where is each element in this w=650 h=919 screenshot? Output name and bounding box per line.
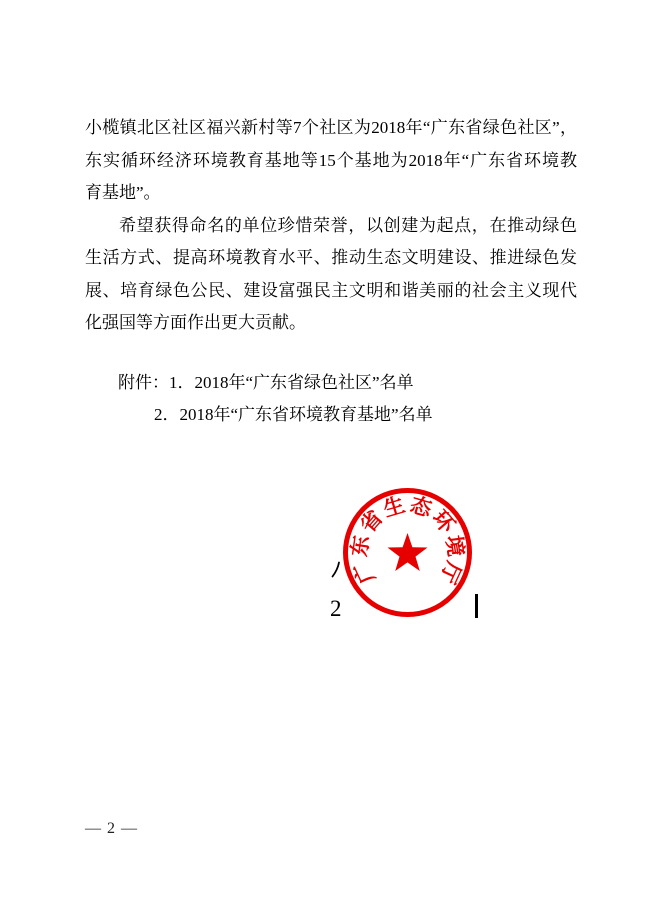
body-line: 东实循环经济环境教育基地等15个基地为2018年“广东省环境教 [85,150,577,170]
attachments-block [85,367,577,432]
seal-character: 境 [441,533,468,559]
body-line: 化强国等方面作出更大贡献。 [85,313,306,332]
body-line: 展、培育绿色公民、建设富强民主文明和谐美丽的社会主义现代 [85,280,577,300]
body-line: 生活方式、提高环境教育水平、推动生态文明建设、推进绿色发 [85,248,577,267]
body-text [85,112,577,432]
seal-character: 环 [427,505,460,538]
attachment-item-2: 2．2018年“广东省环境教育基地”名单 [154,405,433,424]
red-star-icon [388,533,428,571]
page-number: — 2 — [85,820,138,837]
body-line: 小榄镇北区社区福兴新村等7个社区为2018年“广东省绿色社区”， [85,118,577,137]
obscured-stroke-fragment [331,561,341,578]
official-seal [340,485,475,620]
seal-character: 省 [355,505,388,538]
seal-character: 东 [347,533,374,559]
seal-character: 生 [380,492,408,522]
seal-character: 广 [349,558,380,588]
seal-character: 厅 [435,558,466,588]
attachment-item-1: 附件：1．2018年“广东省绿色社区”名单 [118,372,414,392]
obscured-bar-fragment [475,594,478,618]
body-line: 希望获得命名的单位珍惜荣誉，以创建为起点，在推动绿色 [119,215,577,235]
body-line: 育基地”。 [85,183,161,202]
obscured-digit-fragment: 2 [330,596,342,621]
seal-character: 态 [407,492,435,522]
